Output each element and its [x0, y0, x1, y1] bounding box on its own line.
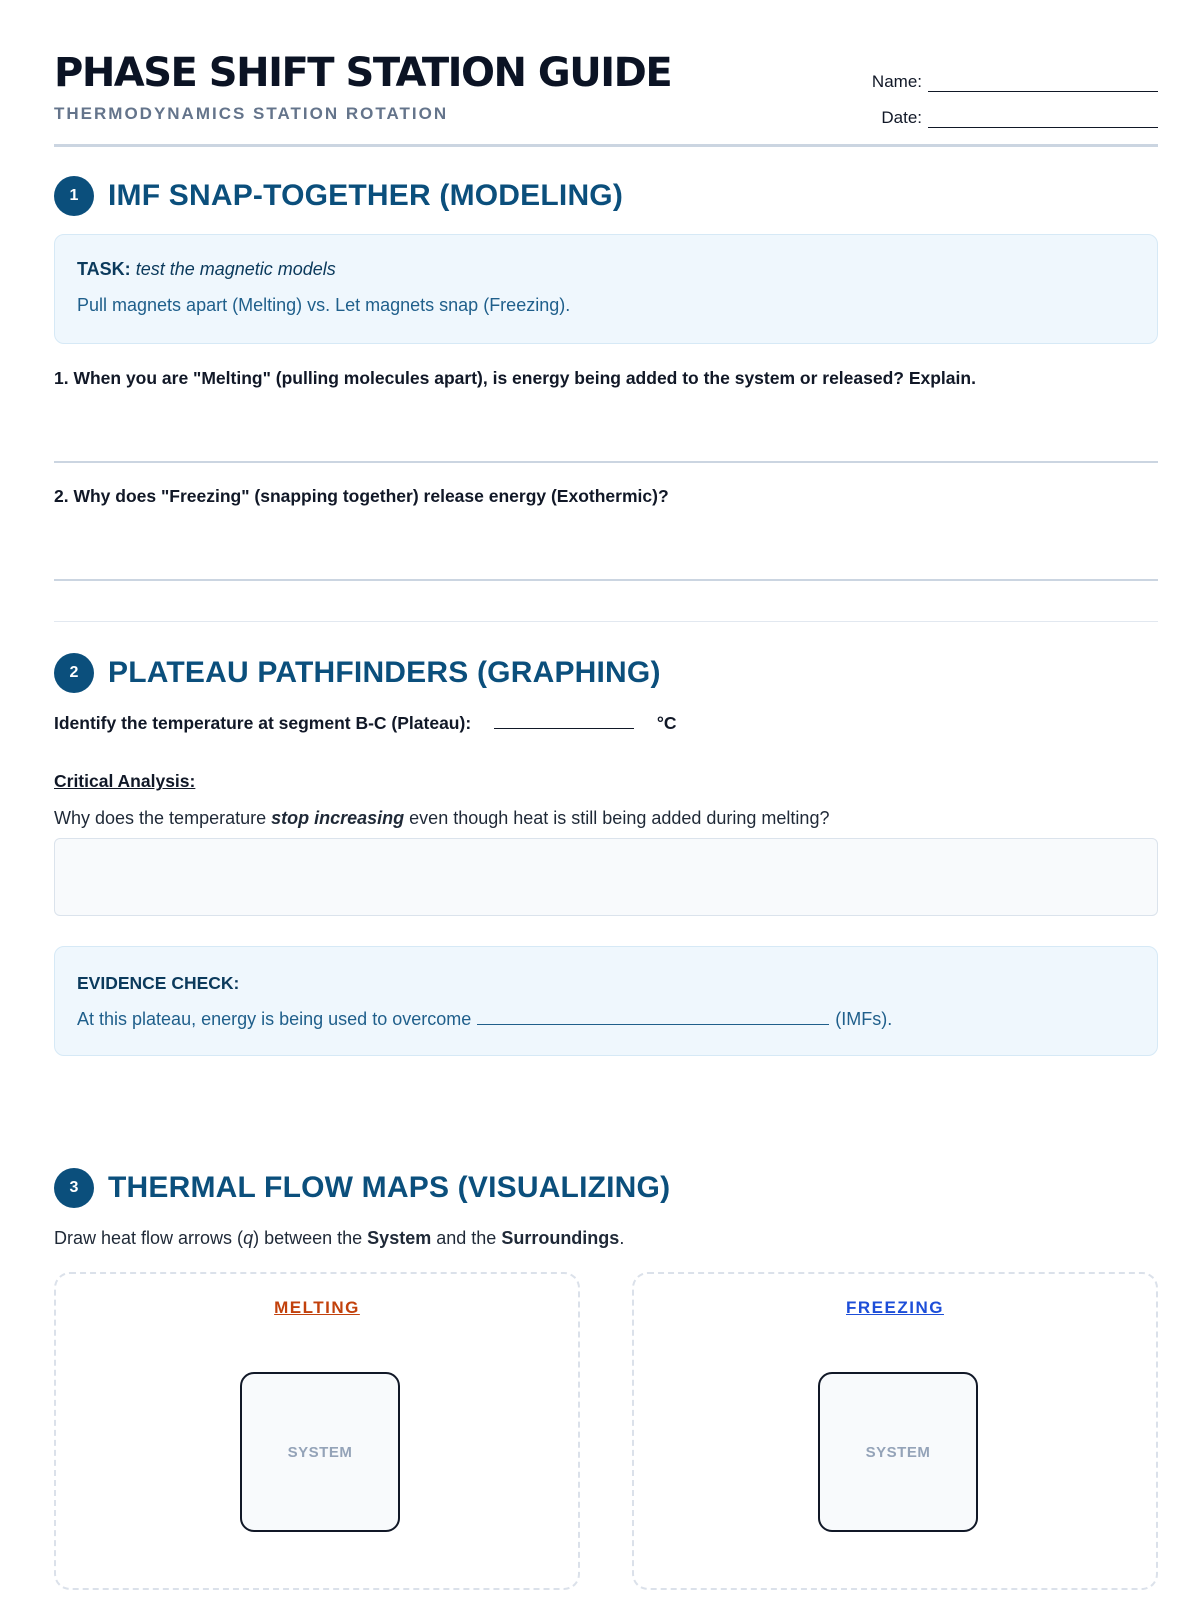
evidence-check-callout — [54, 946, 1158, 1056]
question-emphasis: stop increasing — [271, 808, 405, 828]
date-row — [838, 92, 1158, 128]
thermal-flow-instructions — [54, 1228, 624, 1249]
instructions-start: Draw heat flow arrows ( — [54, 1228, 244, 1248]
evidence-check-label: EVIDENCE CHECK: — [77, 973, 240, 993]
task-text: test the magnetic models — [135, 259, 336, 279]
task-label: TASK: — [77, 259, 131, 279]
date-label: Date: — [881, 108, 922, 127]
freezing-label: FREEZING — [846, 1298, 944, 1317]
task-detail: Pull magnets apart (Melting) vs. Let magnets snap (Freezing). — [77, 295, 571, 315]
heat-symbol: q — [243, 1228, 254, 1248]
identify-temperature-line — [54, 713, 677, 734]
section-2-heading — [54, 653, 661, 693]
freezing-system-box: SYSTEM — [818, 1372, 978, 1532]
melting-label: MELTING — [274, 1298, 360, 1317]
section-2-title: PLATEAU PATHFINDERS (GRAPHING) — [108, 656, 661, 689]
instructions-mid-2: and the — [436, 1228, 497, 1248]
section-3-number-badge: 3 — [54, 1168, 94, 1208]
name-row — [838, 56, 1158, 92]
page-title: PHASE SHIFT STATION GUIDE — [54, 50, 672, 96]
surroundings-word: Surroundings — [501, 1228, 620, 1248]
section-2-number-badge: 2 — [54, 653, 94, 693]
evidence-check-sentence — [77, 1009, 892, 1030]
section-3-title: THERMAL FLOW MAPS (VISUALIZING) — [108, 1171, 671, 1204]
section-1-number-badge: 1 — [54, 176, 94, 216]
name-field[interactable] — [928, 73, 1158, 92]
worksheet-header — [54, 48, 1158, 147]
section-divider — [54, 621, 1158, 622]
system-word: System — [367, 1228, 432, 1248]
question-2-answer-line[interactable] — [54, 579, 1158, 581]
critical-analysis-answer-box[interactable] — [54, 838, 1158, 916]
melting-system-box: SYSTEM — [240, 1372, 400, 1532]
temperature-unit: °C — [656, 713, 677, 733]
evidence-blank[interactable] — [477, 1010, 829, 1025]
melting-flow-map[interactable] — [54, 1272, 580, 1590]
section-1-heading — [54, 176, 623, 216]
student-info — [838, 56, 1158, 128]
question-1: 1. When you are "Melting" (pulling molecules apart), is energy being added to the system or released? Explain. — [54, 368, 976, 388]
critical-analysis-label: Critical Analysis: — [54, 771, 196, 791]
critical-analysis-question — [54, 808, 829, 829]
instructions-end: . — [619, 1228, 625, 1248]
question-2: 2. Why does "Freezing" (snapping together) release energy (Exothermic)? — [54, 486, 669, 506]
section-1-title: IMF SNAP-TOGETHER (MODELING) — [108, 179, 624, 212]
section-3-heading — [54, 1168, 670, 1208]
date-field[interactable] — [928, 109, 1158, 128]
question-1-answer-line[interactable] — [54, 461, 1158, 463]
question-text-start: Why does the temperature — [54, 808, 267, 828]
name-label: Name: — [871, 72, 922, 91]
temperature-blank[interactable] — [494, 714, 634, 729]
evidence-text-start: At this plateau, energy is being used to overcome — [77, 1009, 472, 1029]
freezing-flow-map[interactable] — [632, 1272, 1158, 1590]
page-subtitle: THERMODYNAMICS STATION ROTATION — [54, 104, 449, 123]
task-line — [77, 259, 336, 280]
instructions-mid-1: ) between the — [253, 1228, 363, 1248]
evidence-text-end: (IMFs). — [835, 1009, 893, 1029]
task-callout — [54, 234, 1158, 344]
question-text-end: even though heat is still being added during melting? — [409, 808, 830, 828]
identify-temperature-prompt: Identify the temperature at segment B-C (Plateau): — [54, 713, 472, 733]
